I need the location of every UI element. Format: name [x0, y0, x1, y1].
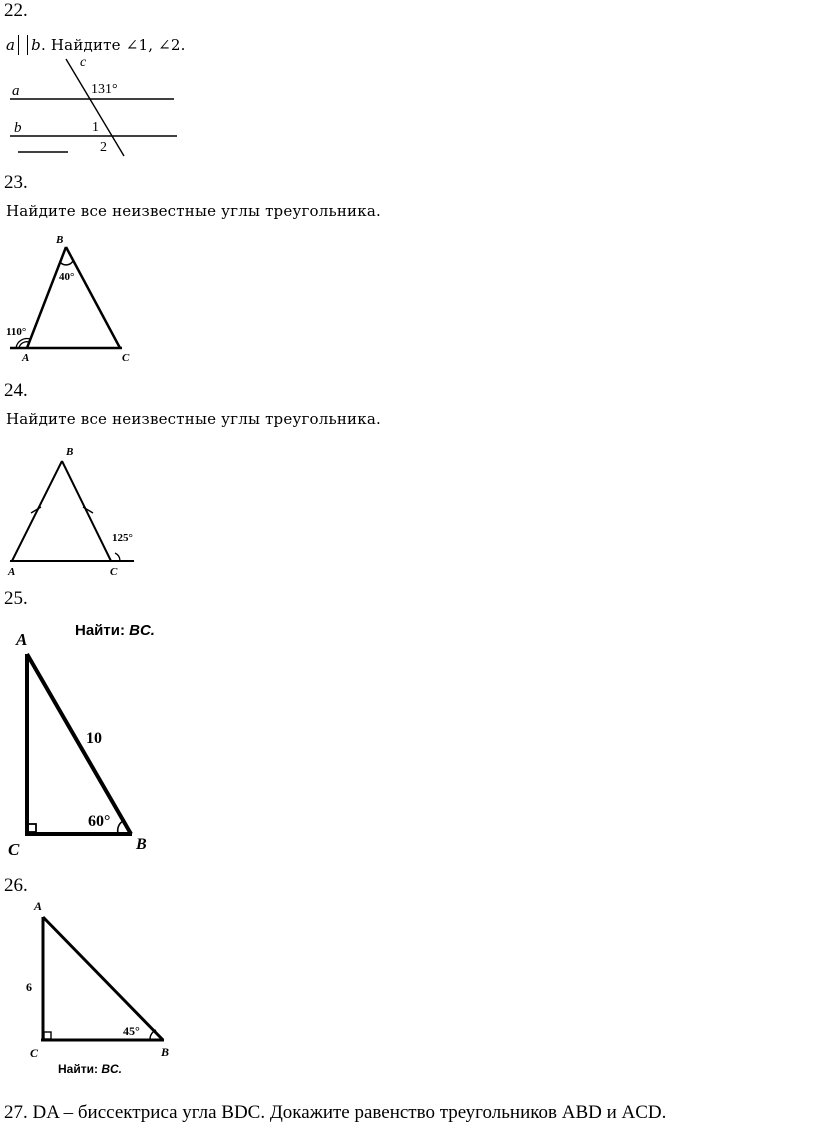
side-bc — [66, 247, 120, 348]
task-line-a: a — [6, 36, 16, 54]
problem-27-number: 27. — [4, 1102, 28, 1123]
label-A: A — [34, 899, 43, 913]
side-bc — [62, 461, 111, 561]
right-angle-mark — [44, 1032, 51, 1039]
find-prefix: Найти: — [58, 1062, 98, 1076]
find-variable: BC. — [101, 1062, 122, 1076]
label-B: B — [136, 836, 147, 853]
label-B: B — [161, 1045, 170, 1059]
angle-c-arc — [115, 553, 120, 561]
problem-27 — [4, 1102, 666, 1124]
label-C: C — [122, 352, 130, 364]
problem-27-task: DA – биссектриса угла BDC. Докажите равенство треугольников ABD и ACD. — [32, 1102, 667, 1123]
problem-22-task — [6, 35, 186, 55]
label-C: C — [30, 1046, 39, 1060]
label-C: C — [110, 566, 118, 578]
problem-23-task: Найдите все неизвестные углы треугольника. — [6, 202, 381, 220]
angle-131: 131° — [91, 82, 118, 97]
label-A: A — [16, 630, 28, 649]
problem-24-task: Найдите все неизвестные углы треугольника. — [6, 410, 381, 428]
find-prefix: Найти: — [75, 622, 125, 639]
problem-23-number: 23. — [4, 172, 28, 193]
problem-26-find — [58, 1062, 122, 1076]
side-ab — [12, 461, 62, 561]
triangle-24-figure — [0, 440, 150, 580]
label-C: C — [8, 840, 20, 859]
triangle-25-figure — [0, 625, 170, 865]
label-c: c — [80, 55, 87, 70]
parallel-sign — [18, 35, 28, 55]
angle-1-label: 1 — [92, 120, 99, 135]
transversal-c — [66, 59, 124, 156]
problem-25-number: 25. — [4, 588, 28, 609]
problem-24-number: 24. — [4, 380, 28, 401]
label-a: a — [12, 83, 20, 99]
right-angle-mark — [28, 824, 36, 832]
label-B: B — [66, 446, 74, 458]
label-b: b — [14, 120, 22, 136]
parallel-lines-figure — [0, 55, 200, 165]
problem-26-number: 26. — [4, 875, 28, 896]
side-6: 6 — [26, 980, 32, 994]
label-A: A — [8, 566, 16, 578]
task-text: . Найдите ∠1, ∠2. — [40, 36, 186, 54]
angle-45: 45° — [123, 1024, 140, 1038]
label-B: B — [56, 234, 64, 246]
angle-60: 60° — [88, 813, 111, 830]
hypotenuse-ab — [27, 654, 131, 834]
find-variable: BC. — [129, 622, 155, 639]
triangle-26-figure — [0, 895, 190, 1065]
hypotenuse-ab — [43, 917, 163, 1040]
angle-b-arc — [60, 261, 73, 265]
angle-2-label: 2 — [100, 140, 107, 155]
task-line-b: b — [31, 36, 41, 54]
triangle-23-figure — [0, 230, 150, 370]
angle-b-arc — [118, 821, 123, 833]
angle-40: 40° — [59, 271, 75, 283]
label-A: A — [22, 352, 30, 364]
angle-125: 125° — [112, 532, 133, 544]
side-10: 10 — [86, 730, 102, 747]
angle-110: 110° — [6, 326, 27, 338]
problem-22-number: 22. — [4, 0, 28, 21]
